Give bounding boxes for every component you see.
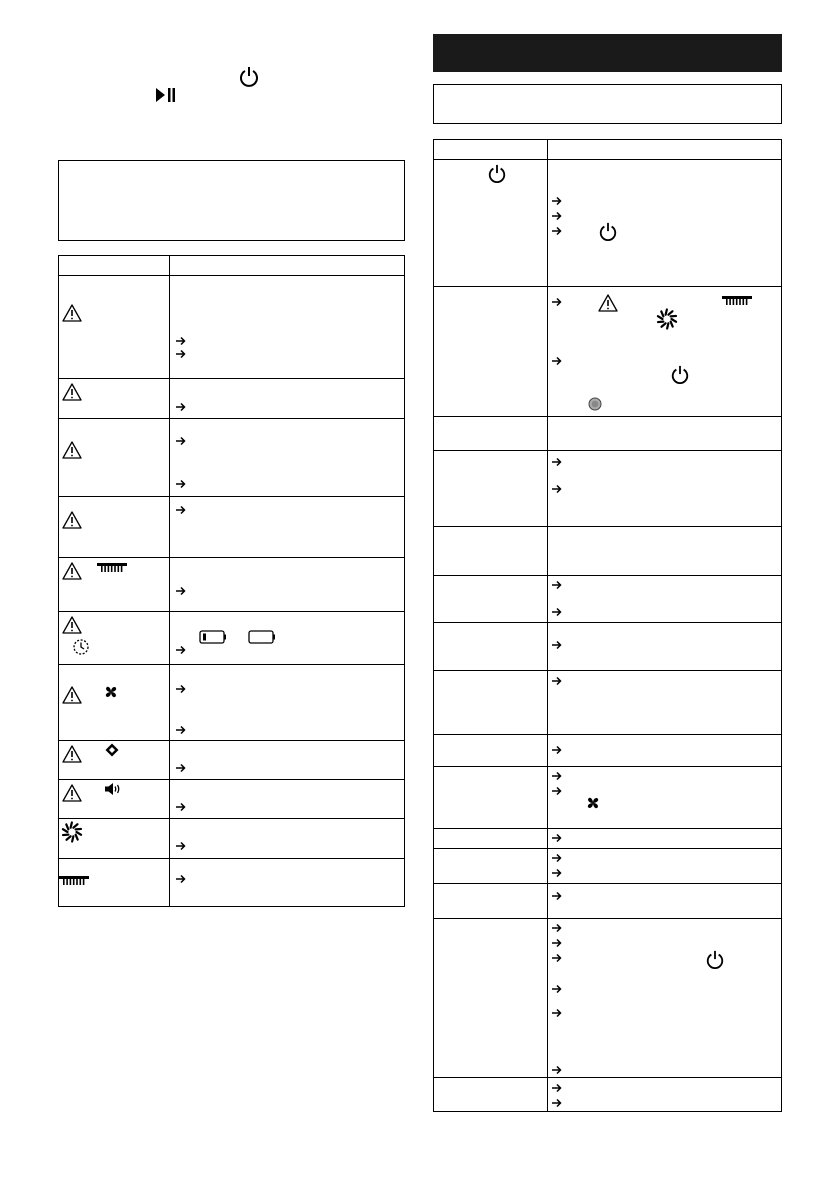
arrow-right-icon (176, 684, 186, 694)
arrow-right-icon (176, 479, 186, 489)
brush-roller-icon (59, 876, 89, 886)
arrow-right-icon (552, 891, 562, 901)
fan-icon (586, 796, 600, 810)
arrow-right-icon (176, 586, 186, 596)
warning-triangle-icon (62, 383, 82, 401)
arrow-right-icon (176, 841, 186, 851)
arrow-right-icon (552, 1098, 562, 1108)
fan-icon (104, 685, 118, 699)
warning-triangle-icon (598, 294, 618, 312)
warning-triangle-icon (62, 562, 82, 580)
warning-triangle-icon (62, 441, 82, 459)
power-icon (598, 222, 618, 242)
warning-triangle-icon (62, 784, 82, 802)
power-icon (705, 950, 725, 970)
arrow-right-icon (176, 336, 186, 346)
sensor-icon (105, 743, 119, 757)
battery-icon (248, 630, 276, 644)
arrow-right-icon (176, 349, 186, 359)
arrow-right-icon (552, 211, 562, 221)
brush-roller-icon (97, 563, 127, 573)
arrow-right-icon (176, 802, 186, 812)
arrow-right-icon (552, 640, 562, 650)
arrow-right-icon (552, 771, 562, 781)
warning-triangle-icon (62, 616, 82, 634)
clog-icon (656, 308, 678, 330)
warning-triangle-icon (62, 686, 82, 704)
arrow-right-icon (176, 725, 186, 735)
arrow-right-icon (552, 984, 562, 994)
right-troubleshooting-table (433, 139, 782, 1112)
arrow-right-icon (552, 676, 562, 686)
play-pause-icon (156, 88, 176, 102)
warning-triangle-icon (62, 304, 82, 322)
arrow-right-icon (176, 436, 186, 446)
arrow-right-icon (176, 505, 186, 515)
note-box (58, 160, 405, 241)
right-note-box (433, 84, 782, 124)
arrow-right-icon (552, 356, 562, 366)
arrow-right-icon (552, 853, 562, 863)
warning-triangle-icon (62, 745, 82, 763)
arrow-right-icon (176, 645, 186, 655)
arrow-right-icon (552, 607, 562, 617)
power-icon (487, 164, 507, 184)
arrow-right-icon (552, 938, 562, 948)
arrow-right-icon (552, 868, 562, 878)
timer-icon (72, 638, 90, 656)
power-icon (670, 365, 690, 385)
arrow-right-icon (552, 786, 562, 796)
warning-triangle-icon (62, 511, 82, 529)
speaker-icon (104, 782, 122, 796)
arrow-right-icon (552, 953, 562, 963)
arrow-right-icon (552, 1008, 562, 1018)
arrow-right-icon (552, 745, 562, 755)
battery-icon (199, 630, 227, 644)
left-troubleshooting-table (58, 255, 405, 907)
clog-icon (61, 821, 83, 843)
arrow-right-icon (552, 833, 562, 843)
arrow-right-icon (552, 1065, 562, 1075)
arrow-right-icon (552, 1083, 562, 1093)
section-title-bar (433, 34, 782, 72)
arrow-right-icon (552, 196, 562, 206)
arrow-right-icon (552, 484, 562, 494)
arrow-right-icon (552, 226, 562, 236)
brush-roller-icon (722, 296, 752, 306)
arrow-right-icon (176, 402, 186, 412)
arrow-right-icon (176, 874, 186, 884)
arrow-right-icon (552, 580, 562, 590)
arrow-right-icon (552, 457, 562, 467)
round-button-icon (588, 397, 602, 411)
power-icon (238, 66, 260, 88)
arrow-right-icon (176, 763, 186, 773)
arrow-right-icon (552, 297, 562, 307)
arrow-right-icon (552, 923, 562, 933)
